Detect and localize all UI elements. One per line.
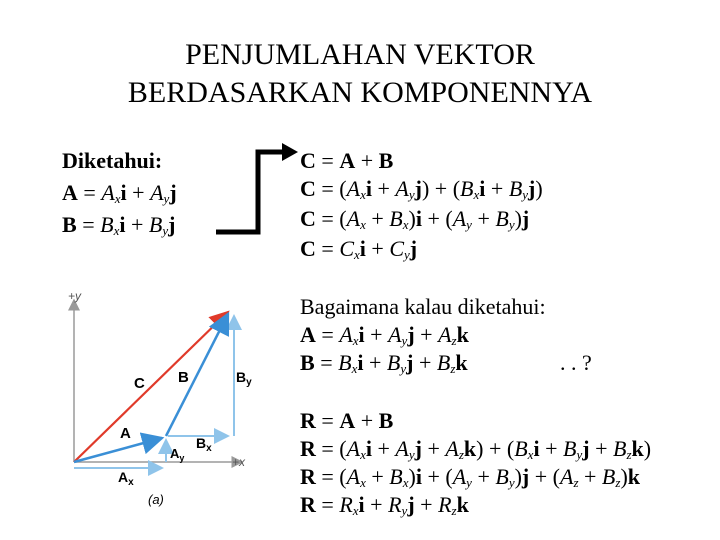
given-heading: Diketahui: [62,148,163,173]
question-mark: . . ? [560,350,592,375]
label-Bx: $B_x$ [196,435,212,454]
solution-line4: $C = C_xi + C_yj$ [300,236,418,262]
answer-line2: $R = (A_xi + A_yj + A_zk) + (B_xi + B_yj + B_zk)$ [300,436,652,462]
vector-B [166,314,228,436]
solution-line2: $C = (A_xi + A_yj) + (B_xi + B_yj)$ [300,176,543,202]
question-eq-b: $B = B_xi + B_yj + B_zk$ [300,350,468,376]
label-A: A [120,425,131,442]
figure-caption: (a) [148,492,164,507]
label-B: B [178,369,189,386]
vector-diagram [56,286,276,516]
label-By: $B_y$ [236,369,252,388]
answer-line3: $R = (A_x + B_x)i + (A_y + B_y)j + (A_z + B_z)k$ [300,464,641,490]
slide-title-line2: BERDASARKAN KOMPONENNYA [127,76,593,109]
question-eq-a: $A = A_xi + A_yj + A_zk$ [300,322,469,348]
solution-line1: C = A + B [300,148,394,173]
axis-y-label: +y [68,289,82,303]
answer-line1: R = A + B [300,408,394,433]
connector-arrow-icon [210,140,300,240]
question-heading: Bagaimana kalau diketahui: [300,294,546,319]
given-eq-a: $A = A_xi + A_yj$ [62,180,177,206]
slide-title-line1: PENJUMLAHAN VEKTOR [185,38,535,71]
axis-x-label: +x [232,455,246,469]
solution-line3: $C = (A_x + B_x)i + (A_y + B_y)j$ [300,206,530,232]
label-C: C [134,375,145,392]
answer-line4: $R = R_xi + R_yj + R_zk$ [300,492,469,518]
label-Ax: $A_x$ [118,469,134,488]
label-Ay: $A_y$ [170,446,185,463]
given-eq-b: $B = B_xi + B_yj$ [62,212,176,238]
